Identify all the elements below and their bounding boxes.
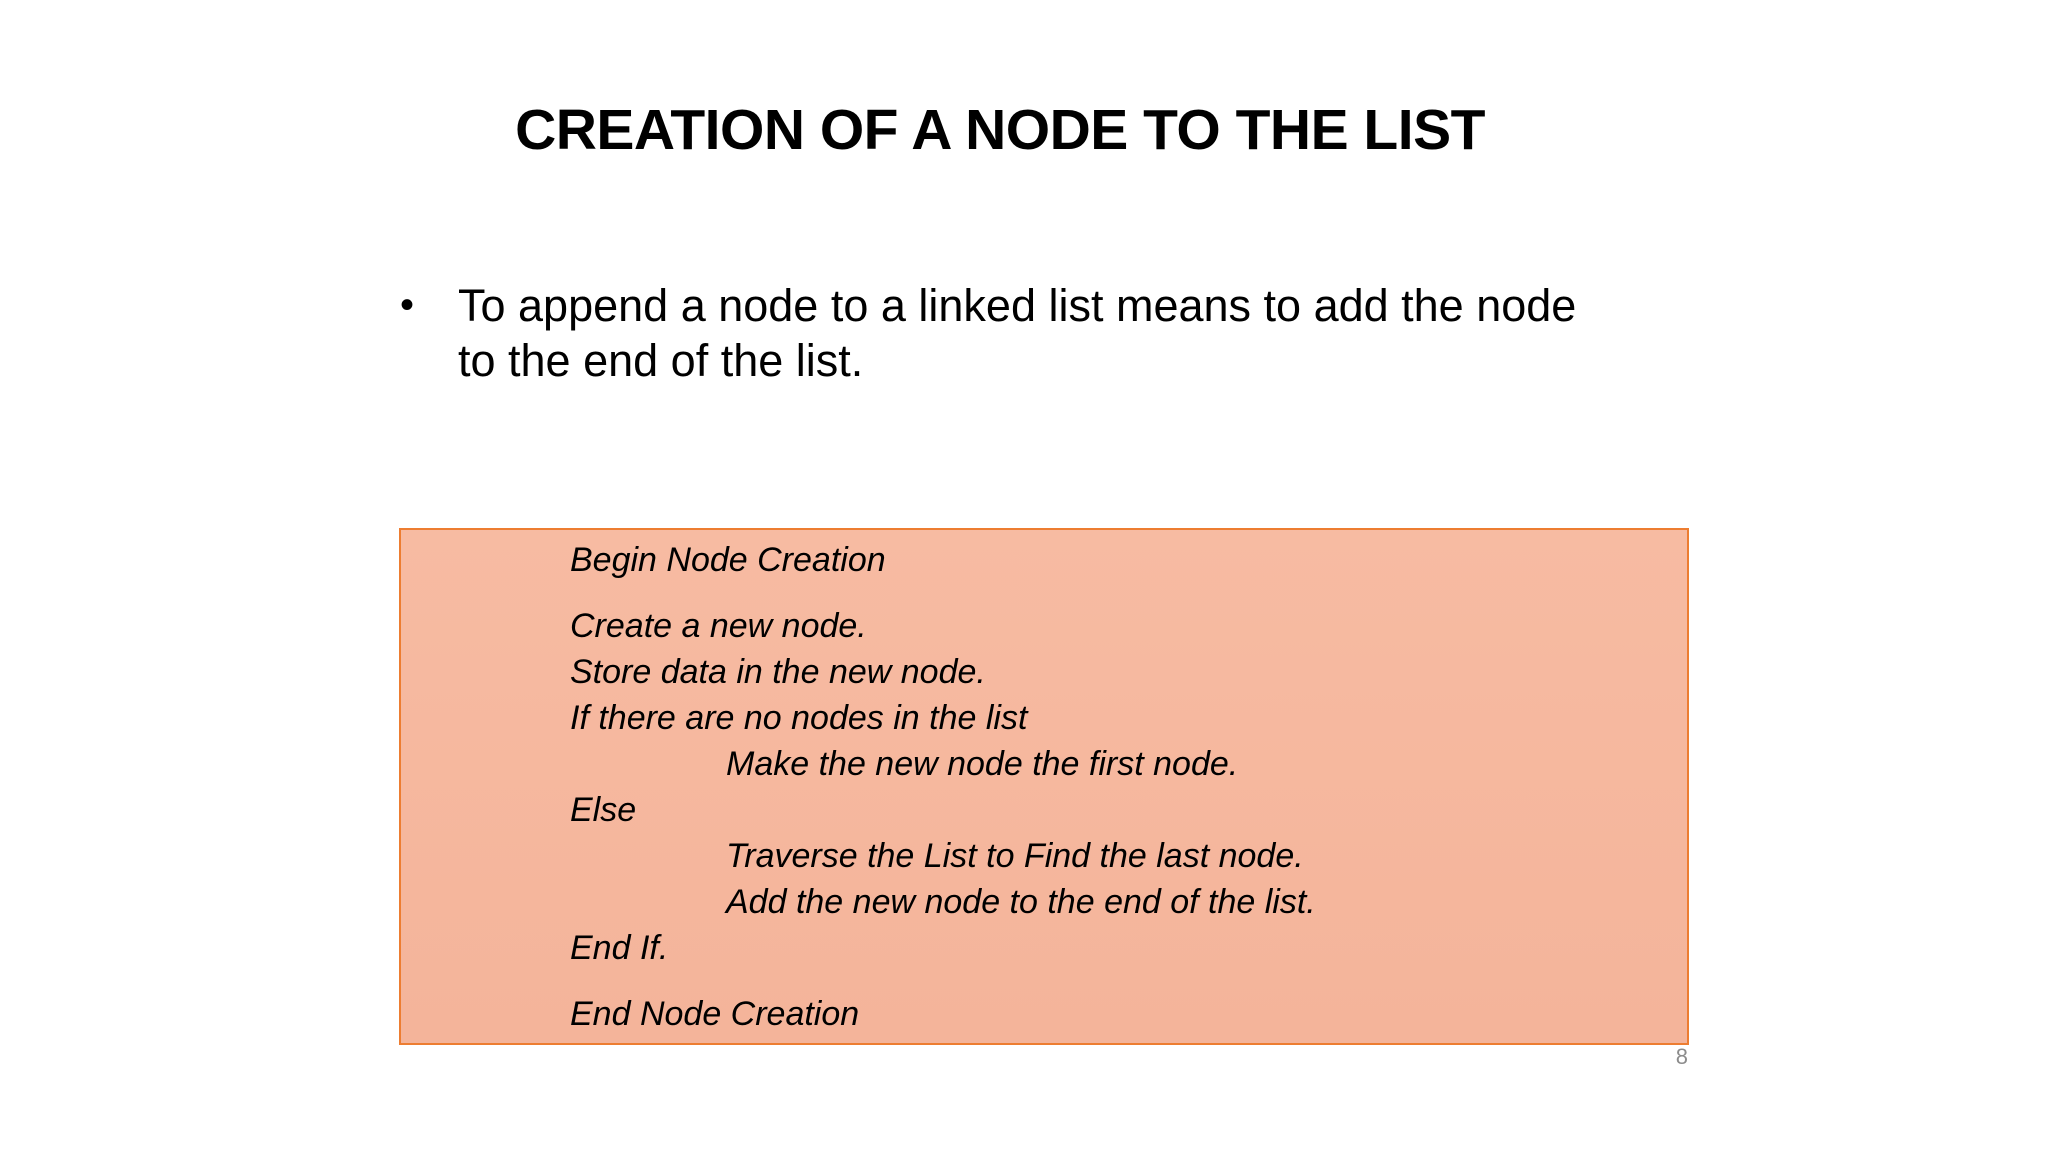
bullet-text-line-1: To append a node to a linked list means to add the node: [458, 280, 1577, 331]
bullet-text-line-2: to the end of the list.: [458, 335, 864, 386]
algo-step-store: Store data in the new node.: [570, 653, 986, 691]
algo-then-action: Make the new node the first node.: [726, 745, 1239, 783]
algo-end: End Node Creation: [570, 995, 860, 1033]
algo-begin: Begin Node Creation: [570, 541, 886, 579]
algo-else: Else: [570, 791, 637, 829]
algo-step-create: Create a new node.: [570, 607, 867, 645]
bullet-marker: •: [400, 283, 415, 327]
bullet-list: [400, 278, 1700, 388]
algorithm-box: [399, 528, 1689, 1045]
page-number: 8: [1675, 1044, 1688, 1069]
algo-else-add: Add the new node to the end of the list.: [726, 883, 1316, 921]
slide-title: CREATION OF A NODE TO THE LIST: [515, 98, 1485, 162]
bullet-item: [400, 278, 1700, 388]
algo-if-condition: If there are no nodes in the list: [570, 699, 1028, 737]
algo-else-traverse: Traverse the List to Find the last node.: [726, 837, 1304, 875]
algo-end-if: End If.: [570, 929, 669, 967]
